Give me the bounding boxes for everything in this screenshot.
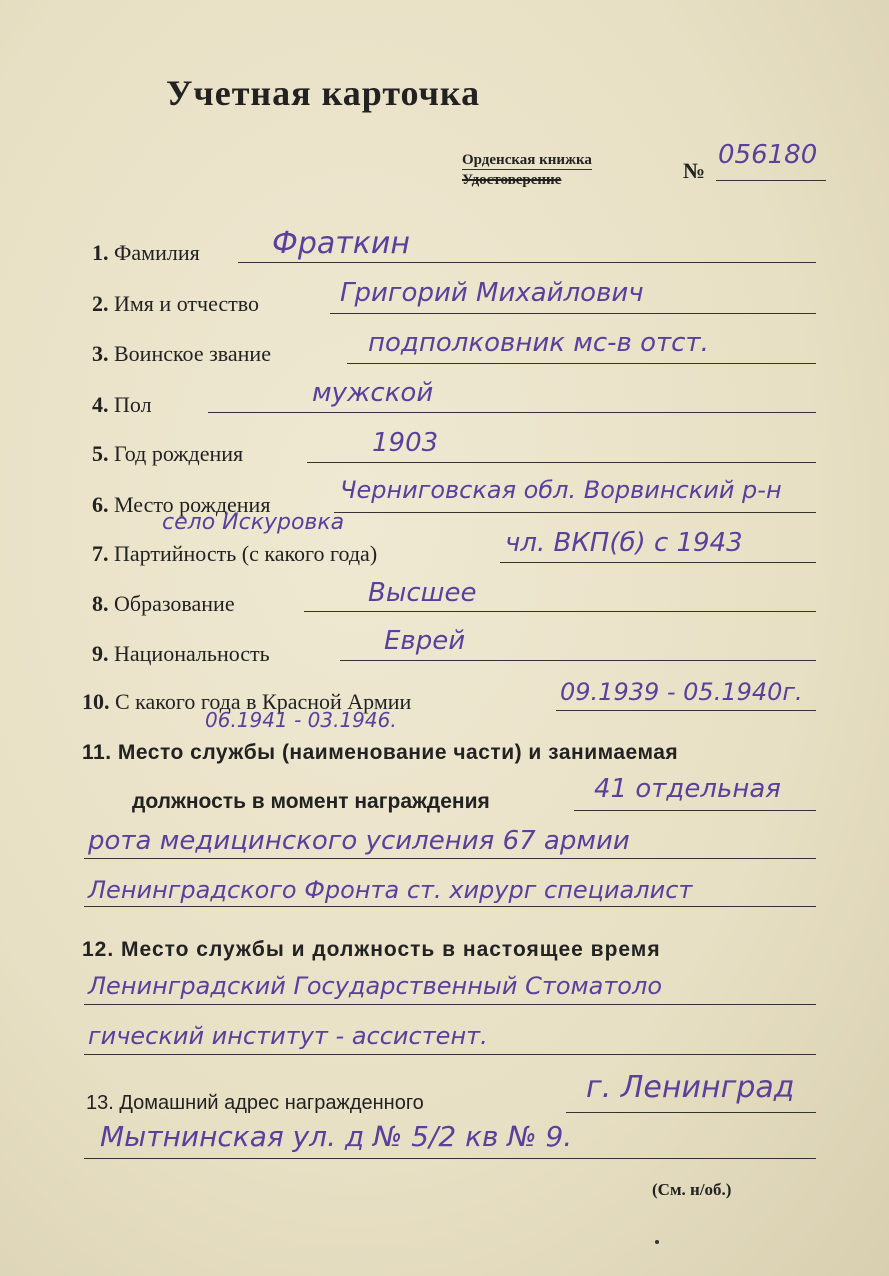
field-12-value: Ленинградский Государственный Стоматоло (88, 972, 663, 1000)
field-1-label: 1. Фамилия (92, 240, 200, 265)
field-9-line (340, 660, 816, 661)
field-8-value: Высшее (368, 578, 477, 608)
field-6-value-2: село Искуровка (162, 510, 345, 535)
document-type-order-book: Орденская книжка (462, 152, 592, 168)
field-7-value: чл. ВКП(б) с 1943 (505, 528, 743, 558)
field-13-line (566, 1112, 816, 1113)
field-11-value-2: рота медицинского усиления 67 армии (88, 826, 630, 856)
field-1-line (238, 262, 816, 263)
field-6-value: Черниговская обл. Ворвинский р-н (340, 476, 782, 504)
field-4-value: мужской (312, 378, 434, 408)
field-3-value: подполковник мс-в отст. (368, 328, 709, 358)
field-9-label: 9. Национальность (92, 641, 270, 666)
field-2-value: Григорий Михайлович (340, 278, 644, 308)
field-1-value: Фраткин (272, 226, 410, 261)
field-9-value: Еврей (384, 626, 466, 656)
field-11-value-3: Ленинградского Фронта ст. хирург специалист (88, 876, 693, 904)
field-8-line (304, 611, 816, 612)
field-5-value: 1903 (372, 428, 439, 458)
field-4-line (208, 412, 816, 413)
field-11-value: 41 отдельная (594, 774, 781, 804)
field-12-value-2: гический институт - ассистент. (88, 1022, 488, 1050)
field-3-line (347, 363, 816, 364)
number-underline (716, 180, 826, 181)
field-11-line-3 (84, 906, 816, 907)
field-10-line (556, 710, 816, 711)
ink-dot (655, 1240, 659, 1244)
field-7-line (500, 562, 816, 563)
field-5-label: 5. Год рождения (92, 441, 244, 466)
number-label: № (683, 158, 706, 183)
field-11-line-2 (84, 858, 816, 859)
field-13-label: 13. Домашний адрес награжденного (86, 1092, 424, 1114)
document-type-certificate: Удостоверение (462, 172, 562, 188)
field-11-label: 11. Место службы (наименование части) и занимаемая (82, 741, 679, 764)
field-11-line (574, 810, 816, 811)
field-2-label: 2. Имя и отчество (92, 291, 260, 316)
field-6-line (334, 512, 816, 513)
field-6-label: 6. Место рождения (92, 492, 271, 517)
field-7-label: 7. Партийность (с какого года) (92, 541, 378, 566)
field-13-value-2: Мытнинская ул. д № 5/2 кв № 9. (100, 1120, 573, 1153)
field-13-value: г. Ленинград (586, 1070, 795, 1105)
field-10-label: 10. С какого года в Красной Армии (82, 689, 412, 714)
field-12-line (84, 1004, 816, 1005)
field-12-label: 12. Место службы и должность в настоящее время (82, 938, 661, 961)
field-10-value: 09.1939 - 05.1940г. (560, 678, 803, 706)
field-13-line-2 (84, 1158, 816, 1159)
card-title: Учетная карточка (166, 73, 481, 113)
field-12-line-2 (84, 1054, 816, 1055)
field-8-label: 8. Образование (92, 591, 235, 616)
see-reverse-note: (См. н/об.) (652, 1180, 732, 1199)
field-3-label: 3. Воинское звание (92, 341, 271, 366)
field-11-label-2: должность в момент награждения (132, 790, 490, 813)
field-10-value-2: 06.1941 - 03.1946. (205, 708, 397, 732)
document-number: 056180 (718, 140, 818, 170)
field-4-label: 4. Пол (92, 392, 152, 417)
field-2-line (330, 313, 816, 314)
document-type (462, 150, 592, 190)
field-5-line (307, 462, 816, 463)
